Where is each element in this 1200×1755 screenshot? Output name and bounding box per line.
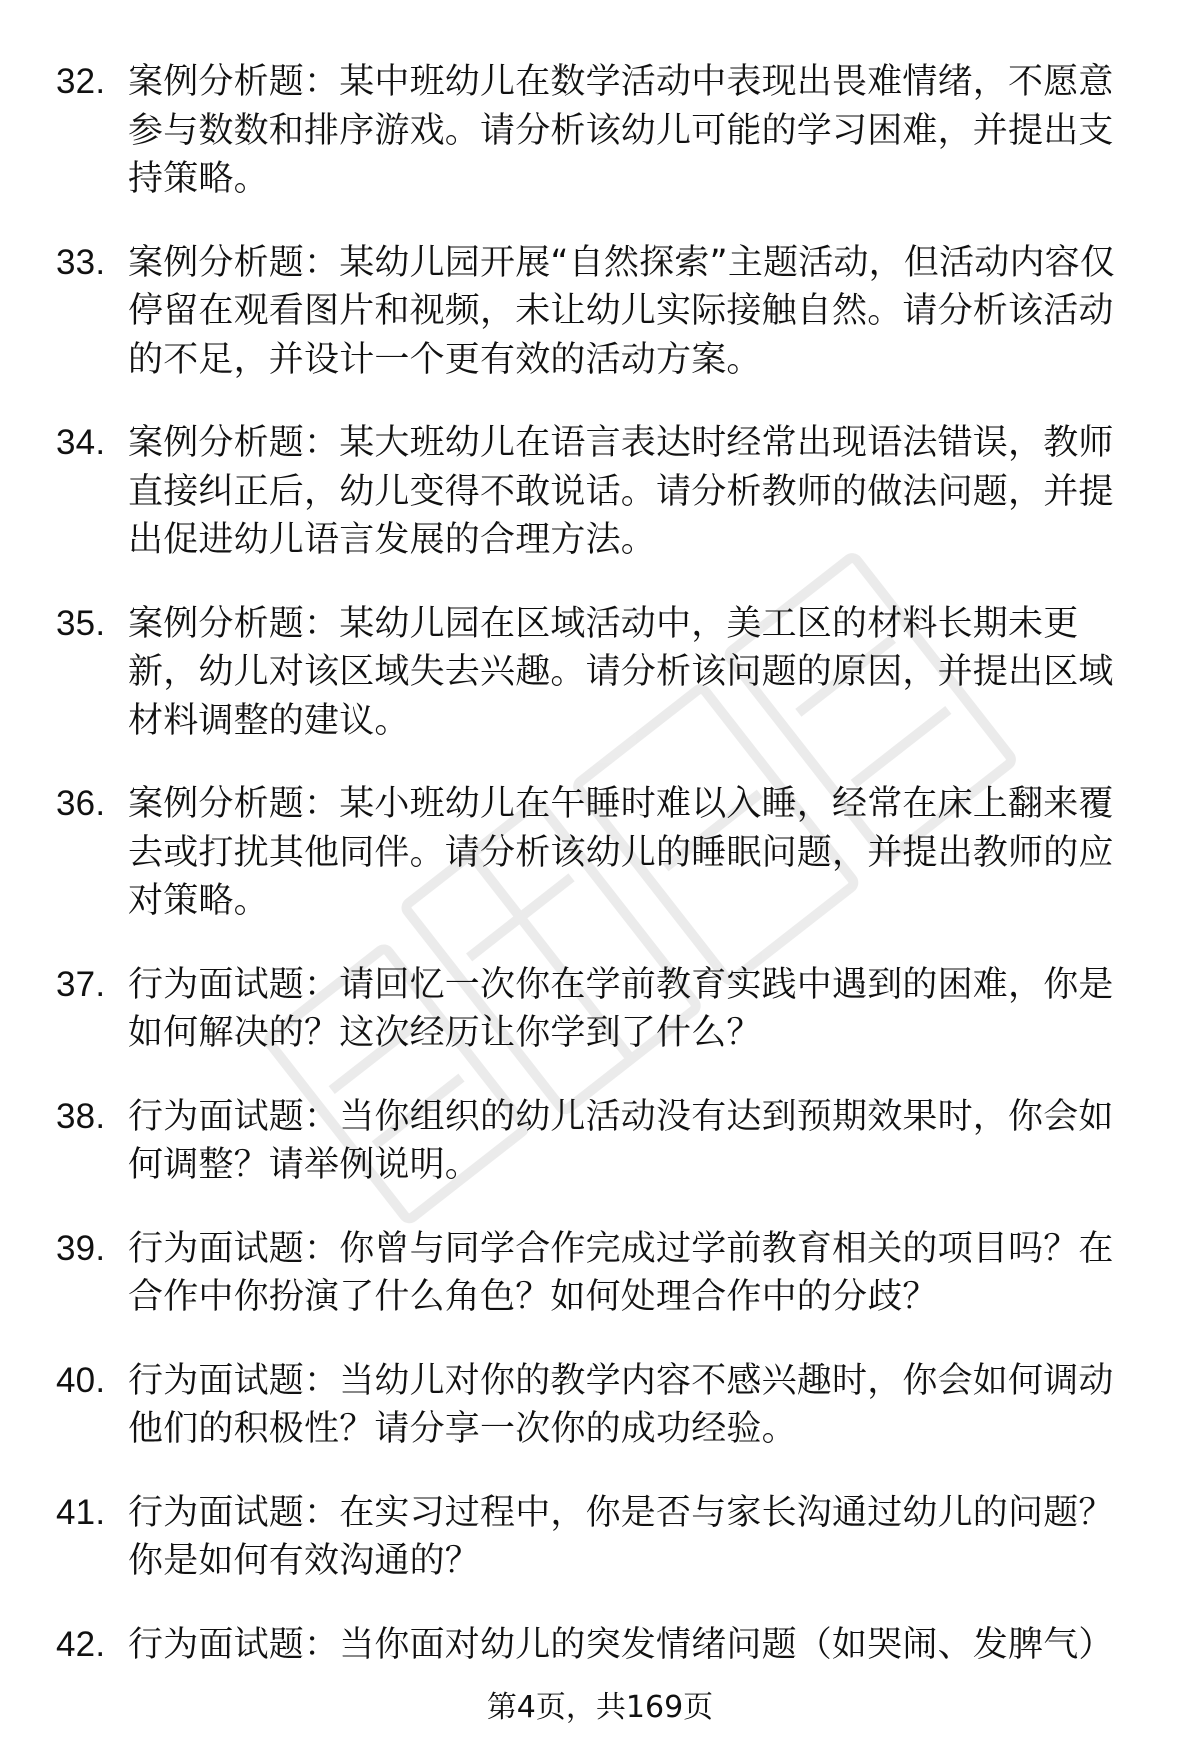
question-item: [56, 1357, 1136, 1454]
question-item: [56, 961, 1136, 1058]
question-text: 案例分析题：某大班幼儿在语言表达时经常出现语法错误，教师直接纠正后，幼儿变得不敢说话。请分析教师的做法问题，并提出促进幼儿语言发展的合理方法。: [128, 423, 1114, 560]
question-number: 35.: [56, 603, 106, 643]
question-item: [56, 780, 1136, 926]
question-text: 案例分析题：某中班幼儿在数学活动中表现出畏难情绪，不愿意参与数数和排序游戏。请分析该幼儿可能的学习困难，并提出支持策略。: [128, 62, 1114, 199]
question-text: 行为面试题：在实习过程中，你是否与家长沟通过幼儿的问题？你是如何有效沟通的？: [128, 1492, 1114, 1581]
question-text: 行为面试题：请回忆一次你在学前教育实践中遇到的困难，你是如何解决的？这次经历让你学到了什么？: [128, 964, 1114, 1053]
question-number: 37.: [56, 964, 106, 1004]
question-text: 案例分析题：某小班幼儿在午睡时难以入睡，经常在床上翻来覆去或打扰其他同伴。请分析该幼儿的睡眠问题，并提出教师的应对策略。: [128, 784, 1114, 921]
question-text: 案例分析题：某幼儿园开展“自然探索”主题活动，但活动内容仅停留在观看图片和视频，未让幼儿实际接触自然。请分析该活动的不足，并设计一个更有效的活动方案。: [128, 242, 1116, 380]
question-item: [56, 58, 1136, 204]
question-number: 36.: [56, 784, 106, 823]
question-number: 40.: [56, 1360, 106, 1400]
page-number-label: 第4页，共169页: [486, 1690, 714, 1725]
question-number: 33.: [56, 242, 106, 282]
question-item: [56, 419, 1136, 565]
question-text: 行为面试题：你曾与同学合作完成过学前教育相关的项目吗？在合作中你扮演了什么角色？如何处理合作中的分歧？: [128, 1228, 1114, 1317]
question-list: [56, 58, 1136, 1704]
question-item: [56, 1489, 1136, 1586]
question-number: 41.: [56, 1492, 106, 1532]
question-number: 42.: [56, 1624, 106, 1664]
question-item: [56, 239, 1136, 385]
question-text: 行为面试题：当你面对幼儿的突发情绪问题（如哭闹、发脾气）: [128, 1624, 1114, 1665]
question-item: [56, 1093, 1136, 1190]
question-number: 34.: [56, 423, 106, 462]
question-item: [56, 1621, 1136, 1670]
question-item: [56, 600, 1136, 746]
question-text: 行为面试题：当幼儿对你的教学内容不感兴趣时，你会如何调动他们的积极性？请分享一次你的成功经验。: [128, 1360, 1114, 1449]
question-number: 32.: [56, 62, 106, 101]
question-text: 案例分析题：某幼儿园在区域活动中，美工区的材料长期未更新，幼儿对该区域失去兴趣。请分析该问题的原因，并提出区域材料调整的建议。: [128, 603, 1114, 741]
question-text: 行为面试题：当你组织的幼儿活动没有达到预期效果时，你会如何调整？请举例说明。: [128, 1096, 1114, 1185]
question-item: [56, 1225, 1136, 1322]
question-number: 38.: [56, 1096, 106, 1136]
page-footer: [0, 1688, 1200, 1728]
question-number: 39.: [56, 1228, 106, 1268]
